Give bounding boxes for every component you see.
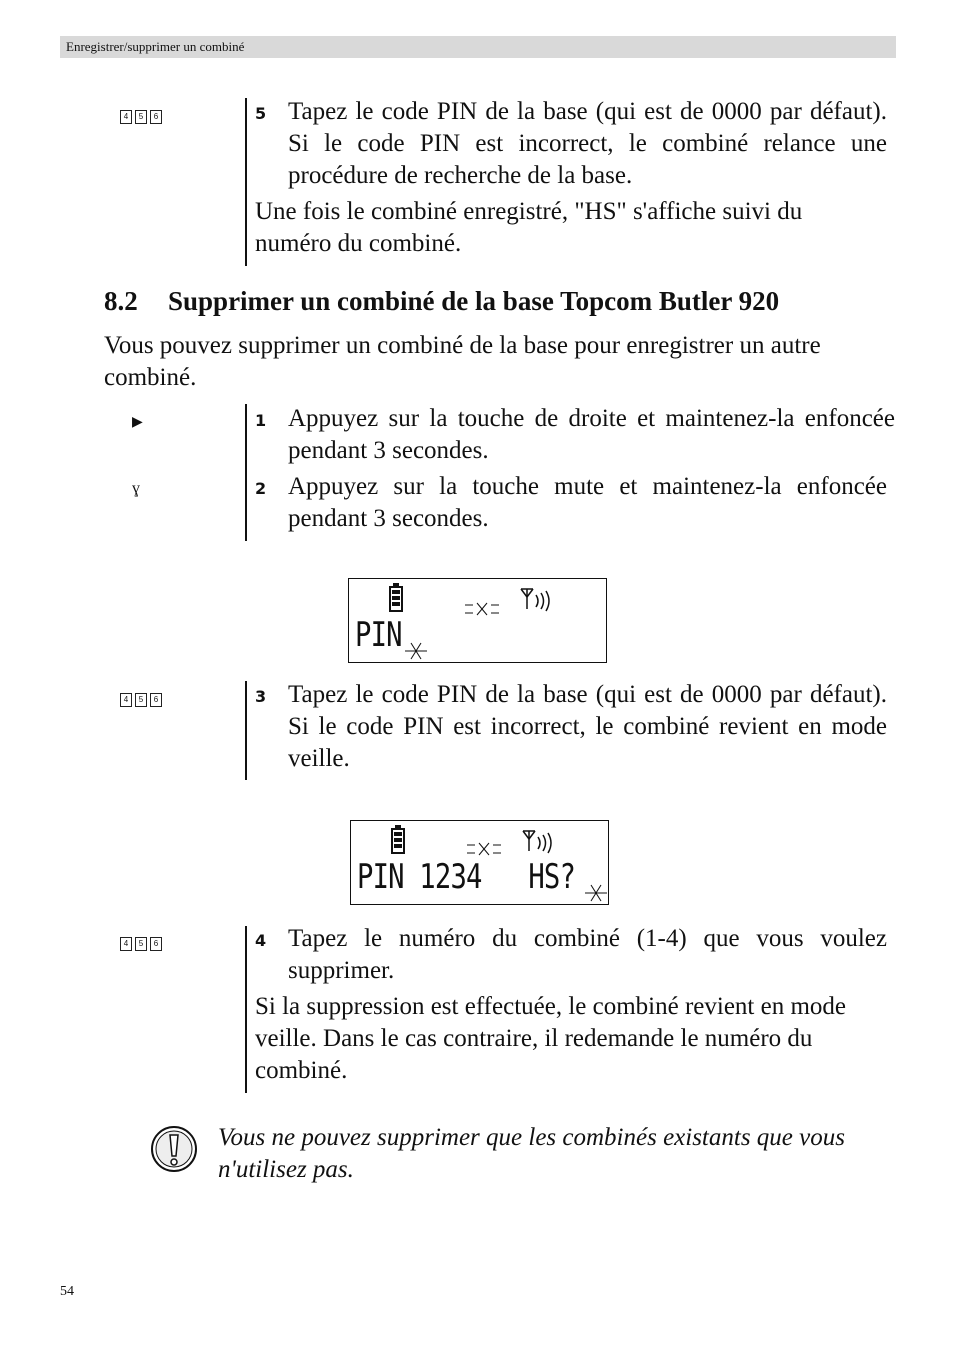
- keypad-icon: [120, 937, 162, 951]
- key-4: 4: [120, 110, 132, 124]
- battery-icon: [392, 825, 404, 853]
- key-6: 6: [150, 110, 162, 124]
- header-title: Enregistrer/supprimer un combiné: [66, 39, 245, 54]
- mute-icon: ɣ: [132, 480, 140, 497]
- key-6: 6: [150, 693, 162, 707]
- blink-icon: [467, 843, 501, 855]
- section-intro: Vous pouvez supprimer un combiné de la base pour enregistrer un autre combiné.: [104, 332, 821, 391]
- step-3: [255, 679, 887, 775]
- step-text: Appuyez sur la touche de droite et maintenez-la enfoncée pendant 3 secondes.: [288, 405, 895, 464]
- battery-icon: [390, 583, 402, 611]
- step-number: 1: [255, 411, 267, 430]
- section-title: Supprimer un combiné de la base Topcom Butler 920: [168, 286, 780, 316]
- step-number: 5: [255, 104, 267, 123]
- step-text: Tapez le numéro du combiné (1-4) que vous voulez supprimer.: [288, 925, 887, 984]
- step-number: 4: [255, 931, 267, 950]
- step-divider: [245, 98, 247, 266]
- note-text: Vous ne pouvez supprimer que les combinés existants que vous n'utilisez pas.: [218, 1124, 845, 1183]
- registration-followup: Une fois le combiné enregistré, "HS" s'affiche suivi du numéro du combiné.: [255, 198, 803, 257]
- step-divider: [245, 681, 247, 780]
- key-5: 5: [135, 937, 147, 951]
- key-6: 6: [150, 937, 162, 951]
- step-number: 3: [255, 687, 267, 706]
- section-heading: [104, 286, 779, 317]
- section-number: 8.2: [104, 286, 138, 316]
- key-5: 5: [135, 110, 147, 124]
- key-4: 4: [120, 937, 132, 951]
- key-5: 5: [135, 693, 147, 707]
- cursor-icon: [585, 885, 607, 901]
- step-divider: [245, 926, 247, 1093]
- blink-icon: [465, 603, 499, 615]
- step-text: Tapez le code PIN de la base (qui est de 0000 par défaut). Si le code PIN est incorrect, le combiné relance une procédure de recherche de la base.: [288, 98, 887, 189]
- lcd-text: PIN: [355, 615, 402, 655]
- keypad-icon: [120, 110, 162, 124]
- antenna-icon: [523, 831, 551, 853]
- step-divider: [245, 404, 247, 541]
- antenna-icon: [521, 589, 549, 611]
- step-1: [255, 403, 895, 467]
- step-number: 2: [255, 479, 267, 498]
- key-4: 4: [120, 693, 132, 707]
- lcd-display-pin-hs: [350, 820, 609, 905]
- header-bar: [60, 36, 896, 58]
- keypad-icon: [120, 693, 162, 707]
- step-4: [255, 923, 887, 987]
- exclamation-icon: [150, 1124, 200, 1179]
- lcd-text: PIN 1234 HS?: [357, 857, 576, 897]
- step-text: Tapez le code PIN de la base (qui est de 0000 par défaut). Si le code PIN est incorrect, le combiné revient en mode veille.: [288, 681, 887, 772]
- page-number: 54: [60, 1284, 74, 1299]
- right-arrow-icon: ▶: [132, 415, 143, 430]
- deletion-followup: Si la suppression est effectuée, le combiné revient en mode veille. Dans le cas contraire, il redemande le numéro du combiné.: [255, 993, 847, 1084]
- step-5: [255, 96, 887, 192]
- step-2: [255, 471, 887, 535]
- cursor-icon: [405, 643, 427, 659]
- lcd-display-pin: [348, 578, 607, 663]
- step-text: Appuyez sur la touche mute et maintenez-la enfoncée pendant 3 secondes.: [288, 473, 887, 532]
